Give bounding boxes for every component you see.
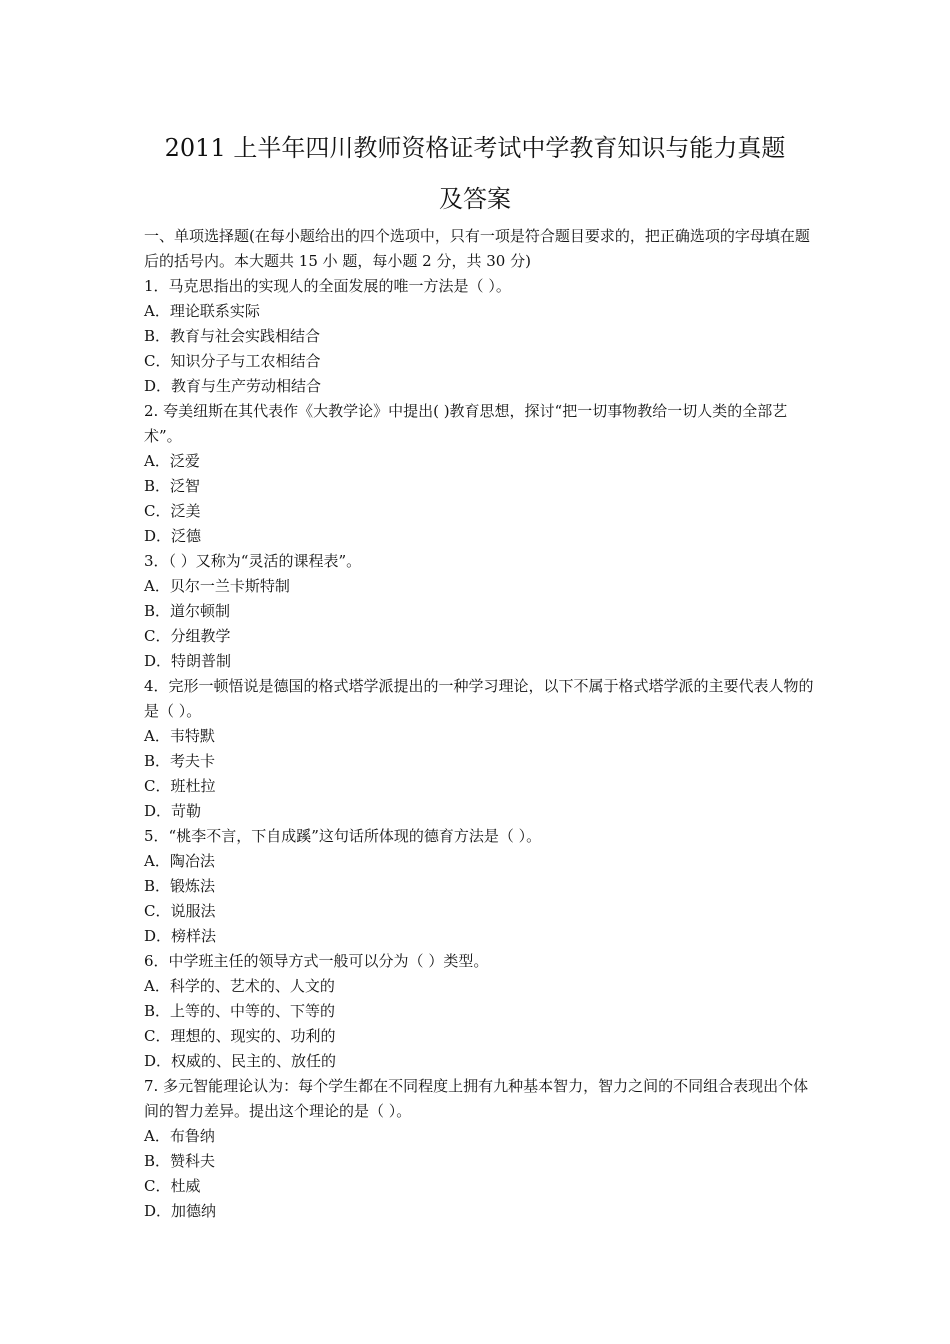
answer-option: C．分组教学 [144, 627, 231, 645]
answer-option: D．教育与生产劳动相结合 [144, 377, 322, 395]
answer-option: D．加德纳 [144, 1202, 217, 1220]
document-title-line-1: 2011 上半年四川教师资格证考试中学教育知识与能力真题 [164, 134, 786, 162]
answer-option: A．泛爱 [144, 452, 200, 470]
question-stem: 5．“桃李不言，下自成蹊”这句话所体现的德育方法是（ ）。 [144, 827, 542, 845]
answer-option: A．陶冶法 [144, 852, 215, 870]
answer-option: D．特朗普制 [144, 652, 232, 670]
answer-option: B．赞科夫 [144, 1152, 216, 1170]
section-intro: 一、单项选择题(在每小题给出的四个选项中，只有一项是符合题目要求的，把正确选项的字母填在题后的括号内。本大题共 15 小 题，每小题 2 分，共 30 分) [144, 227, 810, 270]
answer-option: A．布鲁纳 [144, 1127, 215, 1145]
answer-option: C．杜威 [144, 1177, 201, 1195]
answer-option: C．知识分子与工农相结合 [144, 352, 321, 370]
question-stem: 4．完形一顿悟说是德国的格式塔学派提出的一种学习理论，以下不属于格式塔学派的主要代表人物的是（ ）。 [144, 677, 814, 720]
answer-option: B．道尔顿制 [144, 602, 231, 620]
answer-option: C．理想的、现实的、功利的 [144, 1027, 336, 1045]
question-stem: 7. 多元智能理论认为：每个学生都在不同程度上拥有九种基本智力，智力之间的不同组合表现出个体间的智力差异。提出这个理论的是（ ）。 [144, 1077, 809, 1120]
answer-option: A．理论联系实际 [144, 302, 260, 320]
answer-option: B．上等的、中等的、下等的 [144, 1002, 336, 1020]
answer-option: D．泛德 [144, 527, 202, 545]
answer-option: C．说服法 [144, 902, 216, 920]
question-stem: 2. 夸美纽斯在其代表作《大教学论》中提出( )教育思想，探讨“把一切事物教给一切人类的全部艺术”。 [144, 402, 788, 445]
answer-option: A．科学的、艺术的、人文的 [144, 977, 335, 995]
answer-option: C．班杜拉 [144, 777, 216, 795]
answer-option: B．泛智 [144, 477, 201, 495]
answer-option: B．考夫卡 [144, 752, 216, 770]
answer-option: A．贝尔一兰卡斯特制 [144, 577, 290, 595]
answer-option: D．苛勒 [144, 802, 202, 820]
answer-option: B．教育与社会实践相结合 [144, 327, 321, 345]
answer-option: A．韦特默 [144, 727, 215, 745]
answer-option: B．锻炼法 [144, 877, 216, 895]
answer-option: D．榜样法 [144, 927, 217, 945]
answer-option: D．权威的、民主的、放任的 [144, 1052, 337, 1070]
answer-option: C．泛美 [144, 502, 201, 520]
document-body [144, 224, 814, 1224]
question-stem: 6．中学班主任的领导方式一般可以分为（ ）类型。 [144, 952, 489, 970]
question-stem: 3．（ ）又称为“灵活的课程表”。 [144, 552, 362, 570]
document-title-line-2: 及答案 [439, 185, 511, 213]
question-stem: 1．马克思指出的实现人的全面发展的唯一方法是（ ）。 [144, 277, 511, 295]
